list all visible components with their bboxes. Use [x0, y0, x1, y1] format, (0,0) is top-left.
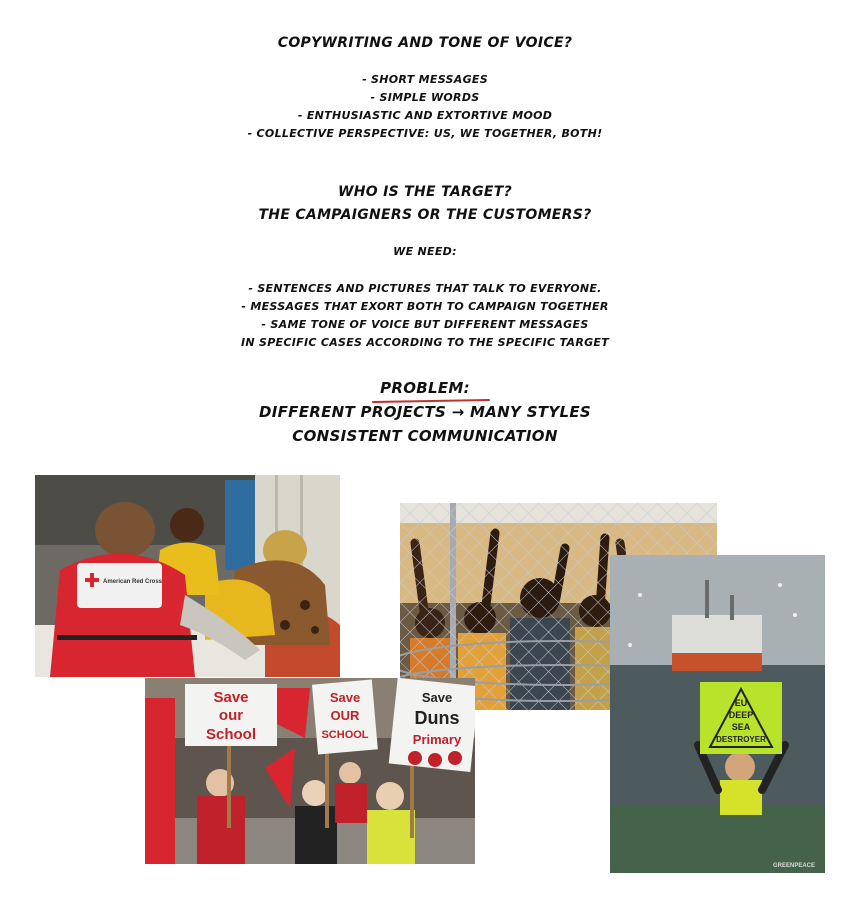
sign-duns-3: Duns — [414, 708, 460, 728]
need-item: - SENTENCES AND PICTURES THAT TALK TO EVERYONE. — [248, 282, 602, 295]
bullet-item: - SIMPLE WORDS — [370, 91, 480, 104]
banner-eu: EU — [734, 698, 748, 708]
need-item: - MESSAGES THAT EXORT BOTH TO CAMPAIGN TOGETHER — [241, 300, 609, 313]
bullet-item: - ENTHUSIASTIC AND EXTORTIVE MOOD — [297, 109, 553, 122]
sign-save-2: Save — [329, 690, 361, 705]
copywriting-bullets — [0, 71, 850, 143]
photo-school-protest — [145, 678, 475, 864]
section-heading-copywriting: COPYWRITING AND TONE OF VOICE? — [277, 35, 573, 51]
greenpeace-watermark: GREENPEACE — [772, 863, 815, 869]
banner-destroyer: DESTROYER — [716, 735, 766, 744]
problem-line1: DIFFERENT PROJECTS → MANY STYLES — [258, 403, 592, 421]
sign-our-1: our — [218, 707, 244, 724]
banner-deep: DEEP — [728, 710, 754, 720]
photo-red-cross-volunteer — [35, 475, 340, 677]
problem-line2: CONSISTENT COMMUNICATION — [292, 427, 558, 445]
sign-our-2: OUR — [330, 708, 360, 723]
sign-school-1: School — [205, 726, 257, 743]
problem-section — [0, 376, 850, 448]
needs-list — [0, 280, 850, 352]
problem-heading: PROBLEM: — [380, 376, 470, 400]
banner-sea: SEA — [731, 722, 751, 732]
section-heading-target — [0, 181, 850, 227]
sign-save-1: Save — [213, 689, 249, 706]
vest-label: American Red Cross — [103, 579, 163, 585]
sign-primary-3: Primary — [412, 732, 462, 747]
bullet-item: - COLLECTIVE PERSPECTIVE: US, WE TOGETHER, BOTH! — [247, 127, 603, 140]
bullet-item: - SHORT MESSAGES — [362, 73, 488, 86]
need-item: - SAME TONE OF VOICE BUT DIFFERENT MESSAGES — [261, 318, 589, 331]
we-need-label: WE NEED: — [393, 245, 457, 258]
target-heading-line2: THE CAMPAIGNERS OR THE CUSTOMERS? — [258, 207, 592, 223]
need-item: IN SPECIFIC CASES ACCORDING TO THE SPECIFIC TARGET — [240, 336, 610, 349]
target-heading-line1: WHO IS THE TARGET? — [337, 184, 512, 200]
photo-sea-protest — [610, 555, 825, 873]
sign-school-2: SCHOOL — [321, 729, 369, 741]
sign-save-3: Save — [421, 690, 453, 705]
